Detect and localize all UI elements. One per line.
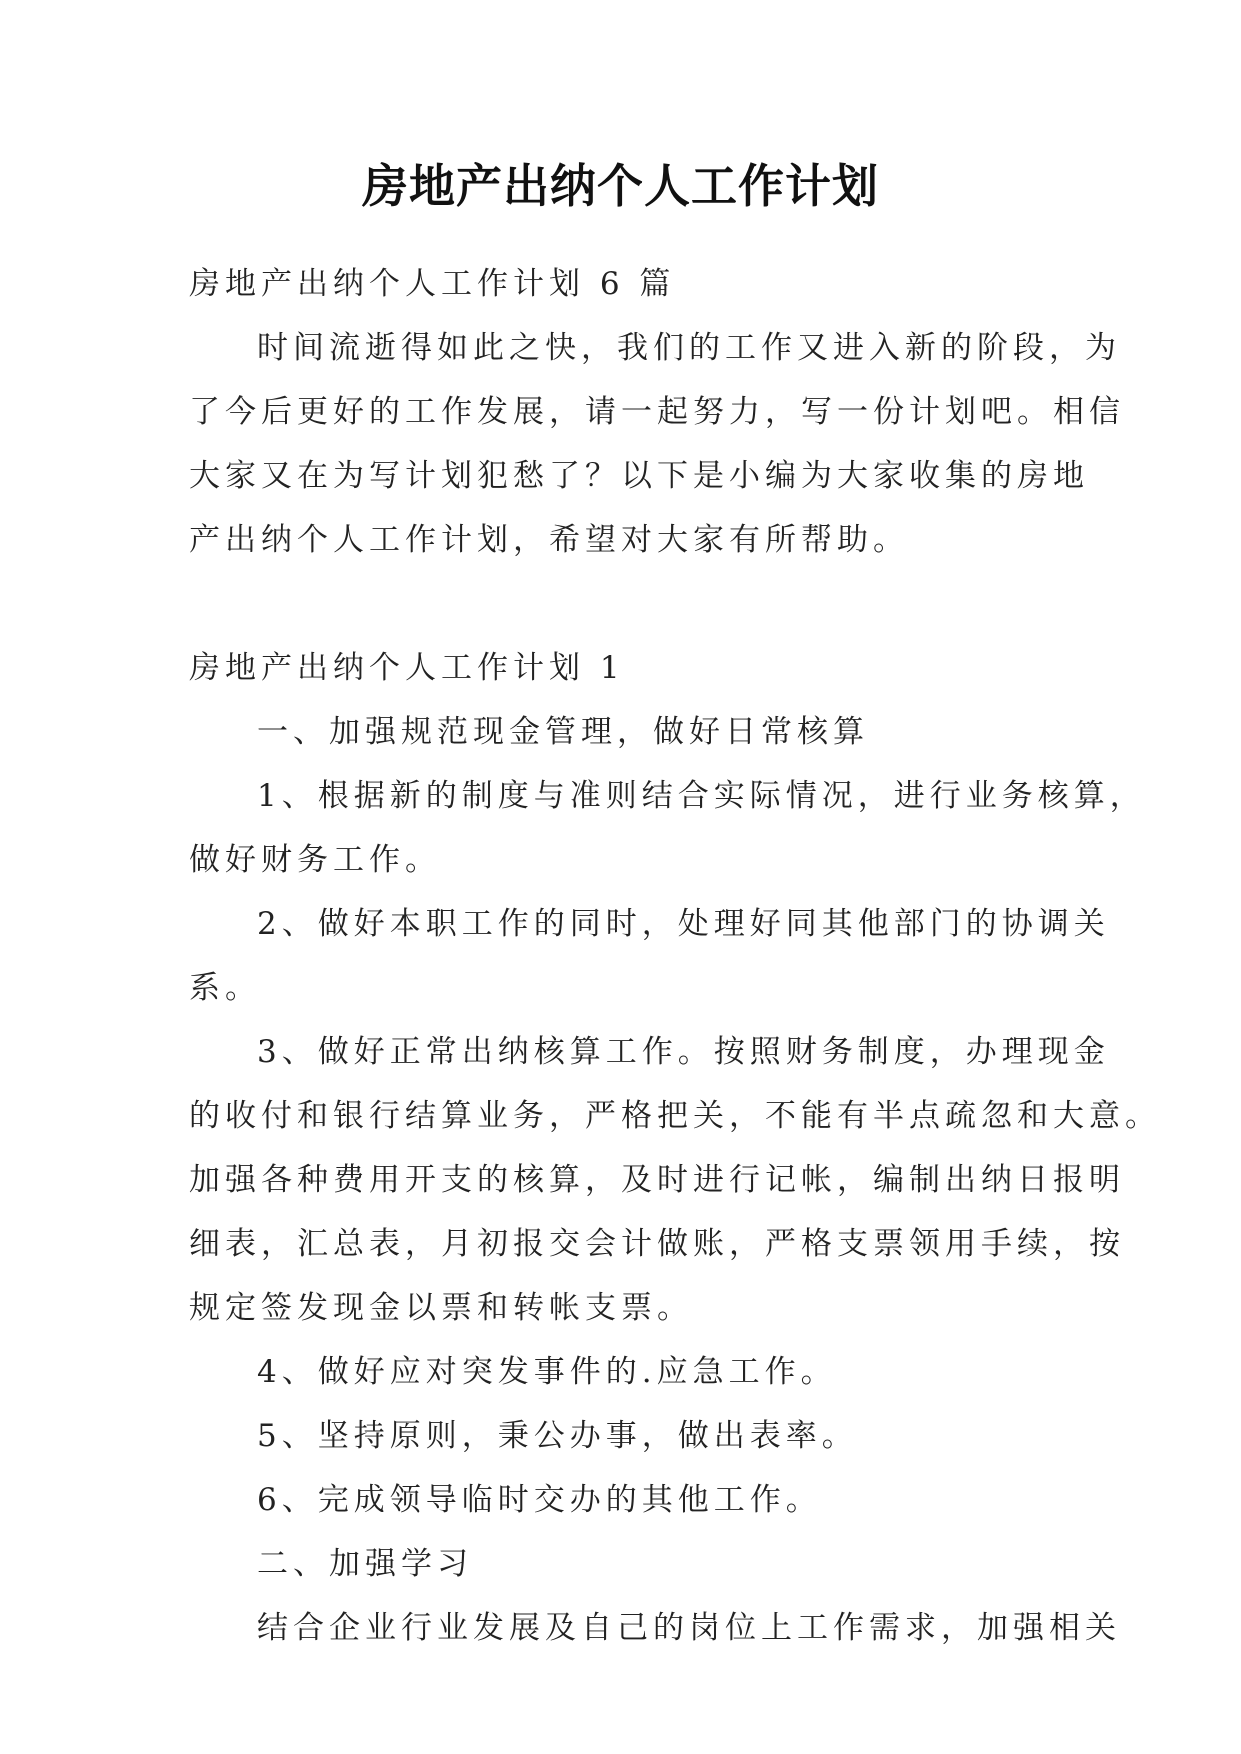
text-line: 房地产出纳个人工作计划 1: [189, 650, 625, 686]
document-body: [189, 252, 1161, 1660]
document-title: 房地产出纳个人工作计划: [362, 159, 879, 213]
text-line: 二、加强学习: [257, 1546, 473, 1582]
text-line: 4、做好应对突发事件的.应急工作。: [257, 1354, 837, 1390]
text-line: 结合企业行业发展及自己的岗位上工作需求，加强相关: [257, 1610, 1121, 1646]
text-line: 细表，汇总表，月初报交会计做账，严格支票领用手续，按: [189, 1226, 1125, 1262]
text-line: 的收付和银行结算业务，严格把关，不能有半点疏忽和大意。: [189, 1098, 1161, 1134]
text-line: 一、加强规范现金管理，做好日常核算: [257, 714, 869, 750]
text-line: 系。: [189, 970, 261, 1006]
text-line: 规定签发现金以票和转帐支票。: [189, 1290, 693, 1326]
text-line: 产出纳个人工作计划，希望对大家有所帮助。: [189, 522, 909, 558]
text-line: 6、完成领导临时交办的其他工作。: [257, 1482, 822, 1518]
text-line: 加强各种费用开支的核算，及时进行记帐，编制出纳日报明: [189, 1162, 1125, 1198]
text-line: 大家又在为写计划犯愁了？以下是小编为大家收集的房地: [189, 458, 1089, 494]
text-line: 时间流逝得如此之快，我们的工作又进入新的阶段，为: [257, 330, 1121, 366]
text-line: 房地产出纳个人工作计划 6 篇: [189, 266, 676, 302]
text-line: 做好财务工作。: [189, 842, 441, 878]
text-line: 2、做好本职工作的同时，处理好同其他部门的协调关: [257, 906, 1110, 942]
text-line: 3、做好正常出纳核算工作。按照财务制度，办理现金: [257, 1034, 1110, 1070]
text-line: 了今后更好的工作发展，请一起努力，写一份计划吧。相信: [189, 394, 1125, 430]
text-line: 5、坚持原则，秉公办事，做出表率。: [257, 1418, 858, 1454]
paragraph-spacer: [189, 572, 1051, 636]
text-line: 1、根据新的制度与准则结合实际情况，进行业务核算，: [257, 778, 1146, 814]
